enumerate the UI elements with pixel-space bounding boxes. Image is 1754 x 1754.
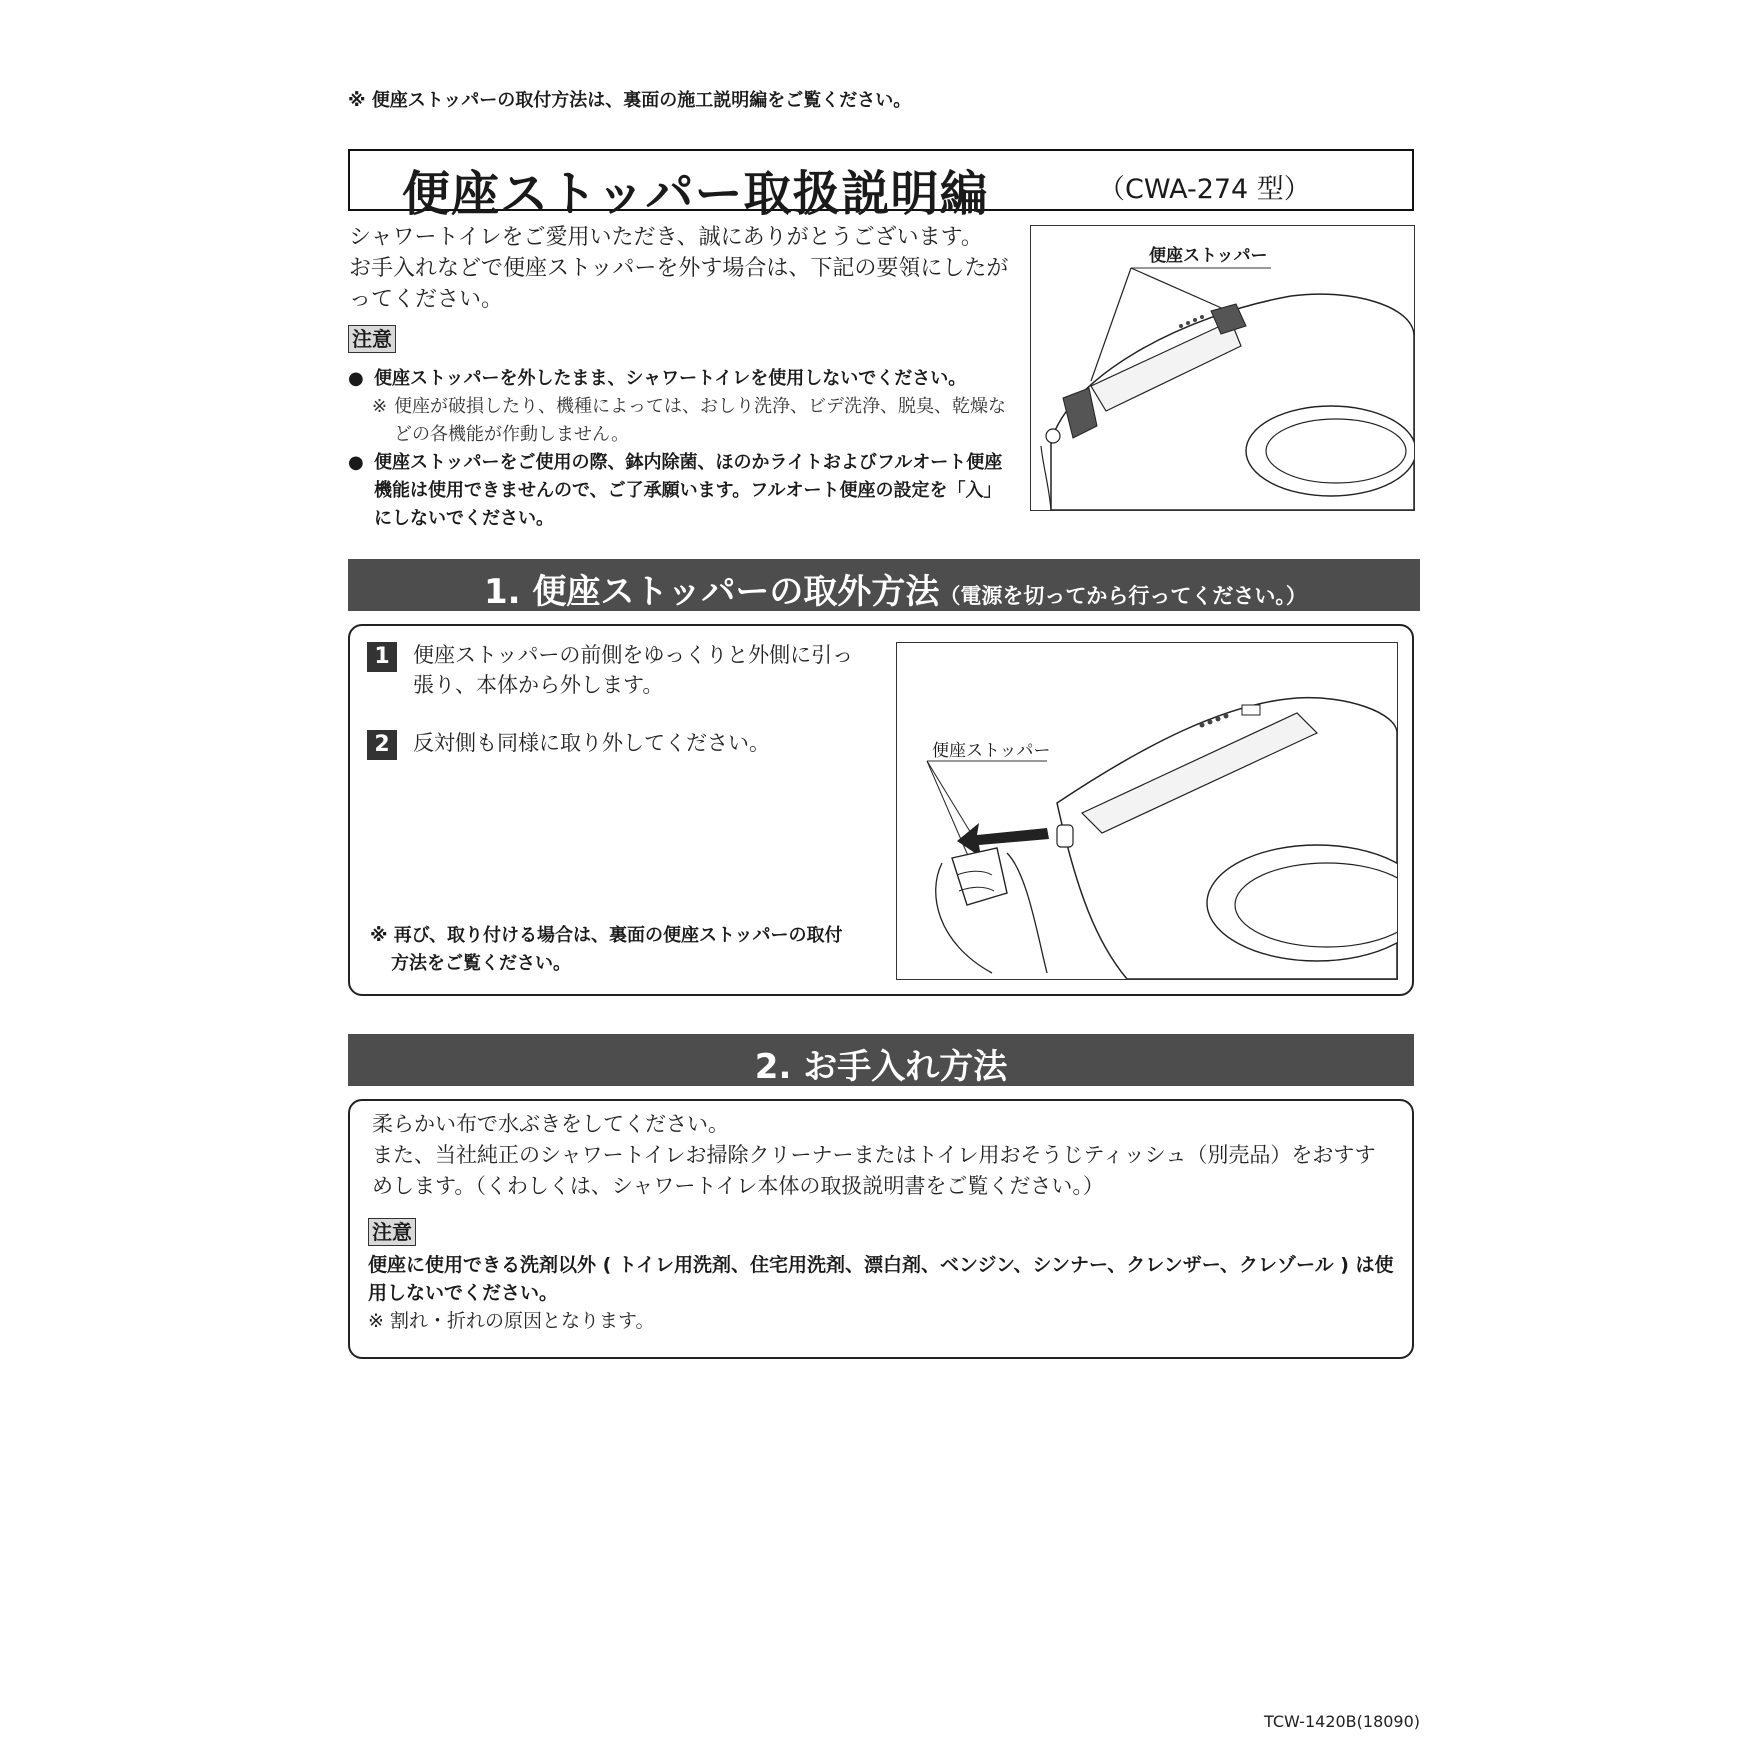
section-1-subtitle: （電源を切ってから行ってください。） bbox=[939, 584, 1307, 608]
caution-item bbox=[348, 365, 1018, 393]
care-line-2: また、当社純正のシャワートイレお掃除クリーナーまたはトイレ用おそうじティッシュ（別売品）をおすすめします。（くわしくは、シャワートイレ本体の取扱説明書をご覧ください。） bbox=[372, 1143, 1376, 1198]
page-title: 便座ストッパー取扱説明編 bbox=[402, 166, 989, 222]
caution-heading bbox=[368, 1219, 1398, 1247]
section-1-title: 1. 便座ストッパーの取外方法 bbox=[484, 572, 940, 612]
toilet-seat-illustration bbox=[1031, 226, 1414, 510]
intro-line-1: シャワートイレをご愛用いただき、誠にありがとうございます。 bbox=[349, 225, 983, 250]
reattach-note-line-2: 方法をご覧ください。 bbox=[391, 953, 571, 974]
seat-stopper-figure bbox=[1030, 225, 1415, 511]
breakage-note: ※ 割れ・折れの原因となります。 bbox=[368, 1310, 655, 1332]
step-2 bbox=[367, 728, 857, 758]
care-instructions bbox=[372, 1109, 1392, 1202]
detergent-warning: 便座に使用できる洗剤以外 ( トイレ用洗剤、住宅用洗剤、漂白剤、ベンジン、シンナー、クレンザー、クレゾール ) は使用しないでください。 bbox=[368, 1254, 1394, 1304]
top-note: ※ 便座ストッパーの取付方法は、裏面の施工説明編をご覧ください。 bbox=[348, 90, 912, 111]
step-1 bbox=[367, 640, 857, 700]
figure-label: 便座ストッパー bbox=[1149, 246, 1268, 266]
note-mark: ※ bbox=[372, 396, 388, 417]
figure-label: 便座ストッパー bbox=[932, 741, 1051, 761]
reattach-note bbox=[370, 922, 890, 978]
title-box bbox=[348, 149, 1414, 222]
step-number: 2 bbox=[367, 730, 397, 760]
caution-heading bbox=[348, 326, 396, 352]
caution-item-text: 便座ストッパーを外したまま、シャワートイレを使用しないでください。 bbox=[374, 368, 967, 389]
reattach-note-line-1: ※ 再び、取り付ける場合は、裏面の便座ストッパーの取付 bbox=[370, 925, 843, 946]
step-text: 反対側も同様に取り外してください。 bbox=[413, 731, 770, 755]
model-number: （CWA-274 型） bbox=[1098, 174, 1311, 205]
caution-tag: 注意 bbox=[368, 1218, 416, 1246]
intro-line-2: お手入れなどで便座ストッパーを外す場合は、下記の要領にしたがってください。 bbox=[349, 256, 1009, 312]
care-caution bbox=[368, 1219, 1398, 1335]
caution-tag: 注意 bbox=[348, 325, 396, 353]
step-number: 1 bbox=[367, 642, 397, 672]
section-1-header bbox=[348, 559, 1420, 611]
care-line-1: 柔らかい布で水ぶきをしてください。 bbox=[372, 1112, 729, 1136]
caution-note-text: 便座が破損したり、機種によっては、おしり洗浄、ビデ洗浄、脱臭、乾燥などの各機能が作動しません。 bbox=[394, 396, 1006, 445]
section-1-panel bbox=[348, 624, 1414, 996]
intro-text bbox=[349, 222, 1019, 315]
section-2-panel bbox=[348, 1099, 1414, 1359]
section-2-header bbox=[348, 1034, 1414, 1086]
removal-figure bbox=[896, 642, 1398, 980]
caution-item-note bbox=[348, 393, 1018, 449]
caution-item bbox=[348, 449, 1018, 533]
document-code: TCW-1420B(18090) bbox=[1264, 1712, 1421, 1731]
caution-item-text: 便座ストッパーをご使用の際、鉢内除菌、ほのかライトおよびフルオート便座機能は使用できませんので、ご了承願います。フルオート便座の設定を「入」にしないでください。 bbox=[374, 452, 1003, 529]
section-2-title: 2. お手入れ方法 bbox=[754, 1047, 1008, 1087]
stopper-removal-illustration bbox=[897, 643, 1397, 979]
caution-list bbox=[348, 365, 1018, 533]
step-text: 便座ストッパーの前側をゆっくりと外側に引っ張り、本体から外します。 bbox=[413, 643, 854, 697]
